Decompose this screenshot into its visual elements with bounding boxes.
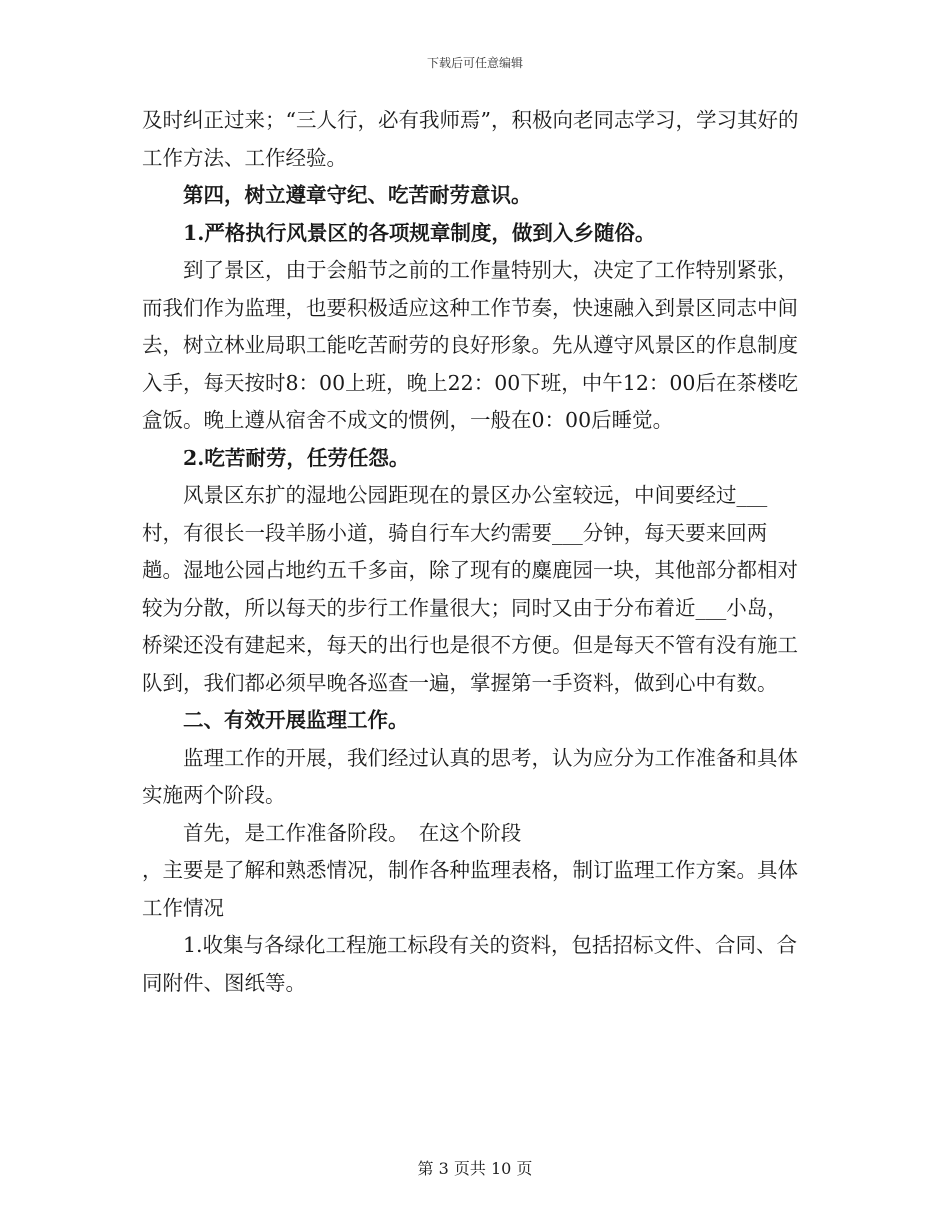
document-body bbox=[142, 102, 808, 1002]
paragraph-collect-materials: 1.收集与各绿化工程施工标段有关的资料，包括招标文件、合同、合同附件、图纸等。 bbox=[142, 933, 798, 995]
paragraph-preparation: 首先，是工作准备阶段。 在这个阶段 bbox=[183, 820, 522, 845]
page-number: 第 3 页共 10 页 bbox=[417, 1159, 533, 1178]
heading-section-two: 二、有效开展监理工作。 bbox=[183, 708, 409, 732]
heading-section-four: 第四，树立遵章守纪、吃苦耐劳意识。 bbox=[183, 183, 532, 207]
paragraph-supervision: 监理工作的开展，我们经过认真的思考，认为应分为工作准备和具体实施两个阶段。 bbox=[142, 745, 798, 807]
paragraph-schedule: 到了景区，由于会船节之前的工作量特别大，决定了工作特别紧张，而我们作为监理，也要积极适应这种工作节奏，快速融入到景区同志中间去，树立林业局职工能吃苦耐劳的良好形象。先从遵守风景区的作息制度入手，每天按时8：00上班，晚上22：00下班，中午12：00后在茶楼吃盒饭。晚上遵从宿舍不成文的惯例，一般在0：00后睡觉。 bbox=[142, 258, 798, 432]
heading-item-2: 2.吃苦耐劳，任劳任怨。 bbox=[183, 445, 410, 470]
heading-item-1: 1.严格执行风景区的各项规章制度，做到入乡随俗。 bbox=[183, 220, 656, 245]
paragraph-wetland: 风景区东扩的湿地公园距现在的景区办公室较远，中间要经过___村，有很长一段羊肠小道，骑自行车大约需要___分钟，每天要来回两趟。湿地公园占地约五千多亩，除了现有的麋鹿园一块，其他部分都相对较为分散，所以每天的步行工作量很大；同时又由于分布着近___小岛，桥梁还没有建起来，每天的出行也是很不方便。但是每天不管有没有施工队到，我们都必须早晚各巡查一遍，掌握第一手资料，做到心中有数。 bbox=[142, 483, 798, 695]
paragraph-preparation-detail: ，主要是了解和熟悉情况，制作各种监理表格，制订监理工作方案。具体工作情况 bbox=[142, 858, 798, 920]
paragraph-continuation: 及时纠正过来；“三人行，必有我师焉”，积极向老同志学习，学习其好的工作方法、工作经验。 bbox=[142, 108, 799, 170]
page-header: 下载后可任意编辑 bbox=[426, 56, 523, 70]
